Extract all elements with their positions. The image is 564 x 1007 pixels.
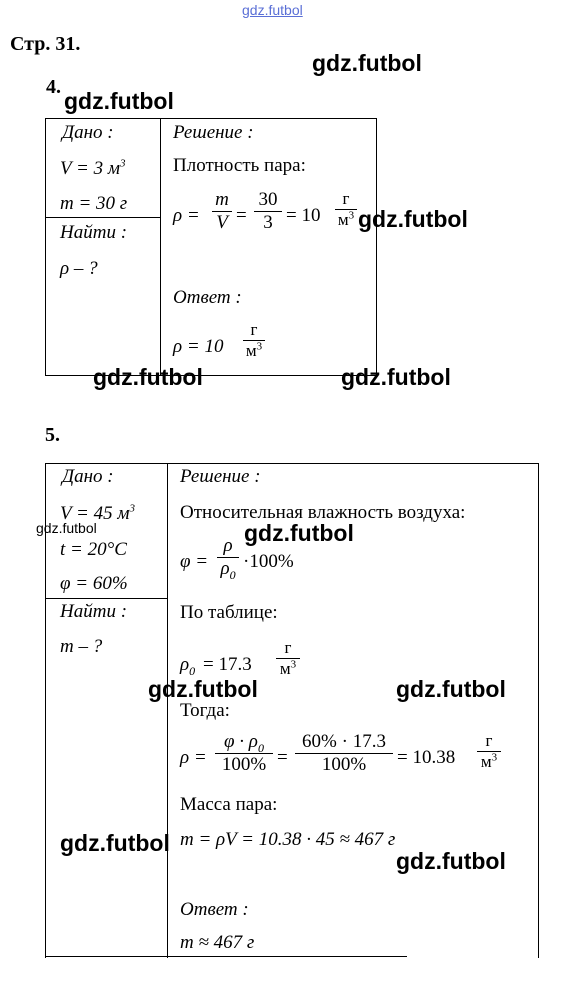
given-volume: V = 45 $м^3$ xyxy=(60,502,135,524)
formula-rho: ρ = xyxy=(173,205,200,226)
given-label: Дано : xyxy=(62,466,114,487)
watermark-text: gdz.futbol xyxy=(358,206,468,232)
solution-line: По таблице: xyxy=(180,602,278,623)
unit-fraction: г $м^3$ xyxy=(276,639,300,678)
table-divider xyxy=(45,598,168,599)
table-divider xyxy=(167,463,168,958)
fraction-phi-rho0: $\varphi \cdot \rho_0$ 100% xyxy=(215,732,273,775)
watermark-text: gdz.futbol xyxy=(64,88,174,114)
task-number: 4. xyxy=(46,76,61,98)
solution-line: Относительная влажность воздуха: xyxy=(180,502,466,523)
watermark-text: gdz.futbol xyxy=(36,520,97,536)
watermark-text: gdz.futbol xyxy=(93,364,203,390)
answer-value: m ≈ 467 г xyxy=(180,932,255,953)
solution-line: Масса пара: xyxy=(180,794,278,815)
fraction-m-V: m V xyxy=(212,190,232,233)
solution-label: Решение : xyxy=(173,122,254,143)
fraction-rho-rho0: ρ $\rho_0$ xyxy=(217,536,239,579)
watermark-text: gdz.futbol xyxy=(60,830,170,856)
formula-phi: φ = xyxy=(180,551,209,572)
answer-value: ρ = 10 xyxy=(173,336,224,357)
given-humidity: φ = 60% xyxy=(60,573,128,594)
solution-line: Тогда: xyxy=(180,700,230,721)
watermark-text: gdz.futbol xyxy=(312,50,422,76)
rho0-symbol: $\rho_0$ xyxy=(180,654,196,678)
mass-formula: m = ρV = 10.38 · 45 ≈ 467 г xyxy=(180,829,396,850)
task-number: 5. xyxy=(45,424,60,446)
watermark-text: gdz.futbol xyxy=(341,364,451,390)
equals-sign: = xyxy=(277,747,288,768)
unit-fraction: г $м^3$ xyxy=(243,321,265,360)
answer-label: Ответ : xyxy=(180,899,249,920)
find-density: ρ – ? xyxy=(60,258,98,279)
answer-label: Ответ : xyxy=(173,287,242,308)
solution-line: Плотность пара: xyxy=(173,155,306,176)
table-divider xyxy=(45,217,161,218)
times-100-percent: ·100% xyxy=(243,551,294,572)
unit-fraction: г $м^3$ xyxy=(477,732,501,771)
watermark-top-link[interactable]: gdz.futbol xyxy=(242,2,303,18)
formula-rho: ρ = xyxy=(180,747,207,768)
watermark-text: gdz.futbol xyxy=(148,676,258,702)
find-label: Найти : xyxy=(60,222,128,243)
watermark-text: gdz.futbol xyxy=(244,520,354,546)
unit-fraction: г $м^3$ xyxy=(335,190,357,229)
solution-label: Решение : xyxy=(180,466,261,487)
result-value: = 10 xyxy=(286,205,321,226)
rho0-value: = 17.3 xyxy=(203,654,252,675)
find-mass: m – ? xyxy=(60,636,103,657)
fraction-values: 60% · 17.3 100% xyxy=(295,732,393,775)
result-value: = 10.38 xyxy=(397,747,456,768)
given-label: Дано : xyxy=(62,122,114,143)
fraction-30-3: 30 3 xyxy=(254,190,282,233)
table-divider xyxy=(160,118,161,376)
find-label: Найти : xyxy=(60,601,128,622)
given-mass: m = 30 г xyxy=(60,193,128,214)
equals-sign: = xyxy=(236,205,247,226)
given-temperature: t = 20°C xyxy=(60,539,127,560)
given-volume: V = 3 $м^3$ xyxy=(60,157,126,179)
watermark-text: gdz.futbol xyxy=(396,848,506,874)
table-bottom-border xyxy=(45,956,407,957)
watermark-text: gdz.futbol xyxy=(396,676,506,702)
page-title: Стр. 31. xyxy=(10,33,81,55)
